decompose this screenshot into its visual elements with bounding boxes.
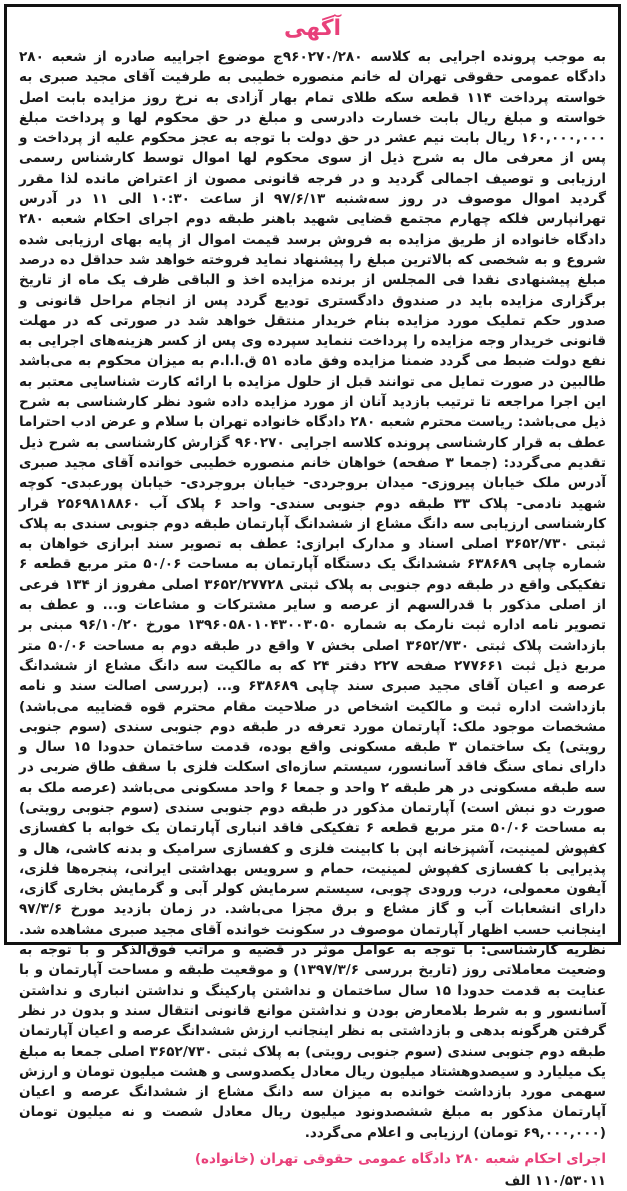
notice-title: آگهی	[283, 16, 342, 41]
footer-signature: اجرای احکام شعبه ۲۸۰ دادگاه عمومی حقوقی تهران (خانواده)	[194, 1151, 606, 1168]
legal-notice	[4, 4, 621, 1190]
footer-code: ۱۱۰/۵۳۰۱۱ الف	[504, 1173, 606, 1190]
notice-footer	[19, 1149, 606, 1169]
notice-body: به موجب پرونده اجرایی به کلاسه ۹۶۰۲۷۰/۲۸۰ج موضوع اجراییه صادره از شعبه ۲۸۰ دادگاه عمومی حقوقی تهران له خانم منصوره خطیبی به طرفیت آقای مجید صبری به خواسته پرداخت ۱۱۴ قطعه سکه طلای تمام بهار آزادی به نرخ روز مزایده بابت اصل خواسته و مبلغ ریال بابت خسارت دادرسی و مبلغ در حق محکوم لها و پرداخت مبلغ ۱۶۰,۰۰۰,۰۰۰ ریال بابت نیم عشر در حق دولت با توجه به عجز محکوم علیه از پرداخت و پس از معرفی مال به شرح ذیل از سوی محکوم لها اموال توسط کارشناس رسمی ارزیابی و توصیف اجمالی گردید و در فرجه قانونی مصون از اعتراض مانده لذا مقرر گردید اموال موصوف در روز سه‌شنبه ۹۷/۶/۱۳ از ساعت ۱۰:۳۰ الی ۱۱ در آدرس تهرانپارس فلکه چهارم مجتمع قضایی شهید باهنر طبقه دوم اجرای احکام شعبه ۲۸۰ دادگاه خانواده از طریق مزایده به فروش برسد قیمت اموال از پایه بهای ارزیابی شده شروع و به شخصی که بالاترین مبلغ را پیشنهاد نماید فروخته خواهد شد حداقل ده درصد مبلغ پیشنهادی نقدا فی المجلس از برنده مزایده اخذ و الباقی ظرف یک ماه از تاریخ برگزاری مزایده باید در صندوق دادگستری تودیع گردد پس از انجام مراحل قانونی و صدور حکم تملیک مورد مزایده بنام خریدار منتقل خواهد شد در صورتی که در مهلت قانونی خریدار وجه مزایده را پرداخت ننماید سپرده وی پس از کسر هزینه‌های اجرایی به نفع دولت ضبط می گردد ضمنا مزایده وفق ماده ۵۱ ق.ا.ا.م به میزان محکوم به می‌باشد طالبین در صورت تمایل می توانند قبل از حلول مزایده با ارائه کارت شناسایی معتبر به این اجرا مراجعه تا ترتیب بازدید آنان از مورد مزایده داده شود نظر کارشناسی به شرح ذیل می‌باشد: ریاست محترم شعبه ۲۸۰ دادگاه خانواده تهران با سلام و عرض ادب احتراما عطف به قرار کارشناسی پرونده کلاسه اجرایی ۹۶۰۲۷۰ گزارش کارشناسی به شرح ذیل تقدیم می‌گردد: (جمعا ۳ صفحه) خواهان خانم منصوره خطیبی خوانده آقای مجید صبری آدرس ملک خیابان پیروزی- میدان بروجردی- خیابان بروجردی- خیابان پورعبدی- کوچه شهید نادمی- پلاک ۳۳ طبقه دوم جنوبی سندی- واحد ۶ پلاک آب ۲۵۶۹۸۱۸۸۶۰ قرار کارشناسی ارزیابی سه دانگ مشاع از ششدانگ آپارتمان طبقه دوم جنوبی سندی به پلاک ثبتی ۳۶۵۲/۷۳۰ اصلی اسناد و مدارک ابرازی: عطف به تصویر سند ابرازی خواهان به شماره چاپی ۶۳۸۶۸۹ ششدانگ یک دستگاه آپارتمان به مساحت ۵۰/۰۶ متر مربع قطعه ۶ تفکیکی واقع در طبقه دوم جنوبی به پلاک ثبتی ۳۶۵۲/۲۷۷۲۸ اصلی مفروز از ۱۳۴ فرعی از اصلی مذکور با قدرالسهم از عرصه و سایر مشترکات و مشاعات و... و عطف به تصویر نامه اداره ثبت نارمک به شماره ۱۳۹۶۰۵۸۰۱۰۴۳۰۰۳۰۵۰ مورخ ۹۶/۱۰/۲۰ مبنی بر بازداشت پلاک ثبتی ۳۶۵۲/۷۳۰ اصلی بخش ۷ واقع در طبقه دوم به مساحت ۵۰/۰۶ متر مربع ذیل ثبت ۲۷۷۶۶۱ صفحه ۲۲۷ دفتر ۲۴ که به مالکیت سه دانگ مشاع از ششدانگ عرصه و اعیان آقای مجید صبری سند چاپی ۶۳۸۶۸۹ و... (بررسی اصالت سند و نامه بازداشت اداره ثبت و مالکیت اشخاص در صلاحیت مقام محترم قوه قضاییه می‌باشد) مشخصات موجود ملک: آپارتمان مورد تعرفه در طبقه دوم جنوبی سندی (سوم جنوبی رویتی) یک ساختمان ۳ طبقه مسکونی واقع بوده، قدمت ساختمان حدودا ۱۵ سال و دارای نمای سنگ فاقد آسانسور، سیستم سازه‌ای اسکلت فلزی با سقف طاق ضربی در سه طبقه مسکونی در هر طبقه ۲ واحد و جمعا ۶ واحد مسکونی می‌باشد (عرصه ملک به صورت دو نبش است) آپارتمان مذکور در طبقه دوم جنوبی سندی (سوم جنوبی رویتی) به مساحت ۵۰/۰۶ متر مربع قطعه ۶ تفکیکی فاقد انباری آپارتمان یک خوابه با کفسازی کفپوش لمینیت، آشپزخانه اپن با کابینت فلزی و کفسازی سرامیک و بدنه کاشی، هال و پذیرایی با کفسازی کفپوش لمینیت، حمام و سرویس بهداشتی ایرانی، پنجره‌ها فلزی، آیفون معمولی، درب ورودی چوبی، سیستم سرمایش کولر آبی و گرمایش بخاری گازی، دارای انشعابات آب و گاز مشاع و برق مجزا می‌باشد. در زمان بازدید مورخ ۹۷/۳/۶ اینجانب حسب اظهار آپارتمان موصوف در سکونت خوانده آقای مجید صبری مشاهده شد. نظریه کارشناسی: با توجه به عوامل موثر در قضیه و مراتب فوق‌الذکر و با توجه به وضعیت معاملاتی روز (تاریخ بررسی ۱۳۹۷/۳/۶) و موقعیت طبقه و مساحت آپارتمان و با عنایت به قدمت حدودا ۱۵ سال ساختمان و نداشتن پارکینگ و نداشتن انباری و نداشتن آسانسور و به شرط بلامعارض بودن و نداشتن موانع قانونی انتقال سند و بدون در نظر گرفتن هرگونه بدهی و بازداشتی به نظر اینجانب ارزش ششدانگ عرصه و اعیان آپارتمان طبقه دوم جنوبی سندی (سوم جنوبی رویتی) به پلاک ثبتی ۳۶۵۲/۷۳۰ اصلی جمعا به مبلغ یک میلیارد و سیصدوهشتاد میلیون ریال معادل یکصدوسی و هشت میلیون تومان و ارزش سهمی مورد بازداشت خوانده به میزان سه دانگ مشاع از ششدانگ عرصه و اعیان آپارتمان مذکور به مبلغ ششصدونود میلیون ریال معادل شصت و نه میلیون تومان (۶۹,۰۰۰,۰۰۰ تومان) ارزیابی و اعلام می‌گردد.	[19, 49, 607, 1141]
